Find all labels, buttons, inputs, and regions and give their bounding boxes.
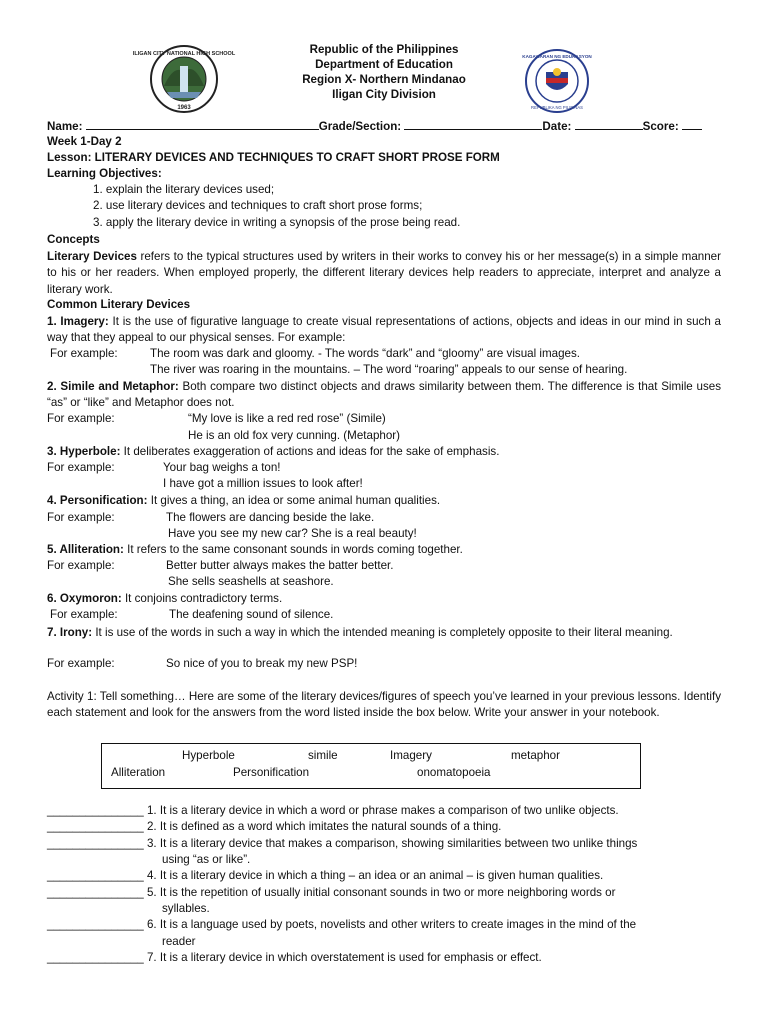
seal-arc-text: ILIGAN CITY NATIONAL HIGH SCHOOL xyxy=(132,51,236,57)
personification-text: It gives a thing, an idea or some animal human qualities. xyxy=(147,494,441,507)
imagery-term: 1. Imagery: xyxy=(47,315,109,328)
seal-arc-text: KAGAWARAN NG EDUKASYON xyxy=(522,54,592,59)
word-box-item: Alliteration xyxy=(111,766,166,779)
hyperbole-example-1: Your bag weighs a ton! xyxy=(163,461,281,474)
irony-term: 7. Irony: xyxy=(47,626,93,639)
question-text: 2. It is defined as a word which imitates the natural sounds of a thing. xyxy=(146,820,502,833)
name-line xyxy=(47,119,702,133)
answer-blank[interactable]: _______________ xyxy=(47,951,144,964)
answer-blank[interactable]: _______________ xyxy=(47,918,144,931)
imagery-example-2: The river was roaring in the mountains. – The word “roaring” appeals to our sense of hearing. xyxy=(150,363,628,376)
example-label: For example: xyxy=(47,511,115,524)
answer-blank[interactable]: _______________ xyxy=(47,820,144,833)
word-box-item: Hyperbole xyxy=(182,749,235,762)
question-item xyxy=(47,951,542,964)
answer-blank[interactable]: _______________ xyxy=(47,804,144,817)
week-label: Week 1-Day 2 xyxy=(47,135,122,148)
grade-label: Grade/Section: xyxy=(318,120,402,133)
header-deped: Department of Education xyxy=(315,58,453,71)
imagery-text: It is the use of figurative language to create visual representations of actions, objects and ideas in our mind in such a way that they appeal to our physical senses. For example: xyxy=(47,315,721,345)
simile-example-2: He is an old fox very cunning. (Metaphor) xyxy=(188,429,401,442)
oxymoron-line xyxy=(47,592,282,605)
oxymoron-text: It conjoins contradictory terms. xyxy=(121,592,283,605)
question-continuation: syllables. xyxy=(162,902,210,915)
activity-instructions: Activity 1: Tell something… Here are some of the literary devices/figures of speech you’ve learned in your previous lessons. Identify each statement and look for the answers from the word listed inside the box below. Write your answer in your notebook. xyxy=(47,690,721,720)
personification-example-1: The flowers are dancing beside the lake. xyxy=(166,511,375,524)
simile-term: 2. Simile and Metaphor: xyxy=(47,380,179,393)
irony-text: It is use of the words in such a way in which the intended meaning is completely opposite to their literal meaning. xyxy=(92,626,673,639)
question-continuation: using “as or like”. xyxy=(162,853,251,866)
irony-example-1: So nice of you to break my new PSP! xyxy=(166,657,358,670)
concepts-term: Literary Devices xyxy=(47,250,137,263)
example-label: For example: xyxy=(47,657,115,670)
question-item xyxy=(47,918,636,931)
simile-example-1: “My love is like a red red rose” (Simile) xyxy=(188,412,386,425)
question-text: 1. It is a literary device in which a word or phrase makes a comparison of two unlike objects. xyxy=(146,804,619,817)
question-item xyxy=(47,869,603,882)
question-text: 3. It is a literary device that makes a comparison, showing similarities between two unlike things xyxy=(146,837,638,850)
date-label: Date: xyxy=(542,120,572,133)
name-blank[interactable] xyxy=(86,119,319,130)
question-continuation: reader xyxy=(162,935,196,948)
header-division: Iligan City Division xyxy=(332,88,436,101)
word-box-item: onomatopoeia xyxy=(417,766,491,779)
question-item xyxy=(47,886,615,899)
score-label: Score: xyxy=(642,120,679,133)
example-label: For example: xyxy=(47,461,115,474)
imagery-paragraph xyxy=(47,314,721,347)
header-region: Region X- Northern Mindanao xyxy=(302,73,466,86)
alliteration-term: 5. Alliteration: xyxy=(47,543,124,556)
hyperbole-line xyxy=(47,445,499,458)
alliteration-line xyxy=(47,543,463,556)
question-text: 4. It is a literary device in which a thing – an idea or an animal – is given human qualities. xyxy=(146,869,604,882)
question-item xyxy=(47,820,501,833)
common-devices-heading: Common Literary Devices xyxy=(47,298,191,311)
example-label: For example: xyxy=(47,559,115,572)
concepts-heading: Concepts xyxy=(47,233,100,246)
imagery-example-1: The room was dark and gloomy. - The words “dark” and “gloomy” are visual images. xyxy=(150,347,580,360)
date-blank[interactable] xyxy=(575,119,643,130)
answer-blank[interactable]: _______________ xyxy=(47,886,144,899)
score-blank[interactable] xyxy=(682,119,702,130)
header-republic: Republic of the Philippines xyxy=(309,43,459,56)
word-box-item: Imagery xyxy=(390,749,432,762)
word-box-item: Personification xyxy=(233,766,310,779)
question-item xyxy=(47,804,619,817)
hyperbole-example-2: I have got a million issues to look after! xyxy=(163,477,363,490)
example-label: For example: xyxy=(50,347,118,360)
example-label: For example: xyxy=(50,608,118,621)
word-box xyxy=(101,743,641,789)
grade-blank[interactable] xyxy=(404,119,542,130)
hyperbole-term: 3. Hyperbole: xyxy=(47,445,121,458)
objective-item: 2. use literary devices and techniques to craft short prose forms; xyxy=(93,199,423,212)
question-item xyxy=(47,837,637,850)
answer-blank[interactable]: _______________ xyxy=(47,837,144,850)
objective-item: 3. apply the literary device in writing a synopsis of the prose being read. xyxy=(93,216,461,229)
alliteration-example-1: Better butter always makes the batter better. xyxy=(166,559,394,572)
personification-term: 4. Personification: xyxy=(47,494,148,507)
personification-example-2: Have you see my new car? She is a real beauty! xyxy=(168,527,417,540)
concepts-definition: refers to the typical structures used by writers in their works to convey his or her message(s) in a simple manner to his or her readers. When employed properly, the different literary devices help readers to appreciate, interpret and analyze a literary work. xyxy=(47,250,721,296)
example-label: For example: xyxy=(47,412,115,425)
personification-line xyxy=(47,494,440,507)
hyperbole-text: It deliberates exaggeration of actions and ideas for the sake of emphasis. xyxy=(120,445,500,458)
question-text: 5. It is the repetition of usually initial consonant sounds in two or more neighboring words or xyxy=(146,886,616,899)
alliteration-text: It refers to the same consonant sounds in words coming together. xyxy=(123,543,463,556)
question-text: 6. It is a language used by poets, novelists and other writers to create images in the mind of the xyxy=(146,918,637,931)
seal-year: 1963 xyxy=(177,105,191,111)
simile-paragraph xyxy=(47,379,721,412)
oxymoron-term: 6. Oxymoron: xyxy=(47,592,122,605)
alliteration-example-2: She sells seashells at seashore. xyxy=(168,575,334,588)
simile-text: Both compare two distinct objects and draws similarity between them. The difference is that Simile uses “as” or “like” and Metaphor does not. xyxy=(47,380,721,410)
concepts-paragraph xyxy=(47,249,721,298)
seal-bottom-text: REPUBLIKA NG PILIPINAS xyxy=(531,105,583,110)
word-box-item: metaphor xyxy=(511,749,560,762)
objectives-heading: Learning Objectives: xyxy=(47,167,162,180)
name-label: Name: xyxy=(47,120,83,133)
objective-item: 1. explain the literary devices used; xyxy=(93,183,275,196)
word-box-item: simile xyxy=(308,749,338,762)
answer-blank[interactable]: _______________ xyxy=(47,869,144,882)
irony-paragraph xyxy=(47,625,721,641)
oxymoron-example-1: The deafening sound of silence. xyxy=(169,608,334,621)
lesson-title: Lesson: LITERARY DEVICES AND TECHNIQUES TO CRAFT SHORT PROSE FORM xyxy=(47,151,500,164)
question-text: 7. It is a literary device in which overstatement is used for emphasis or effect. xyxy=(146,951,542,964)
